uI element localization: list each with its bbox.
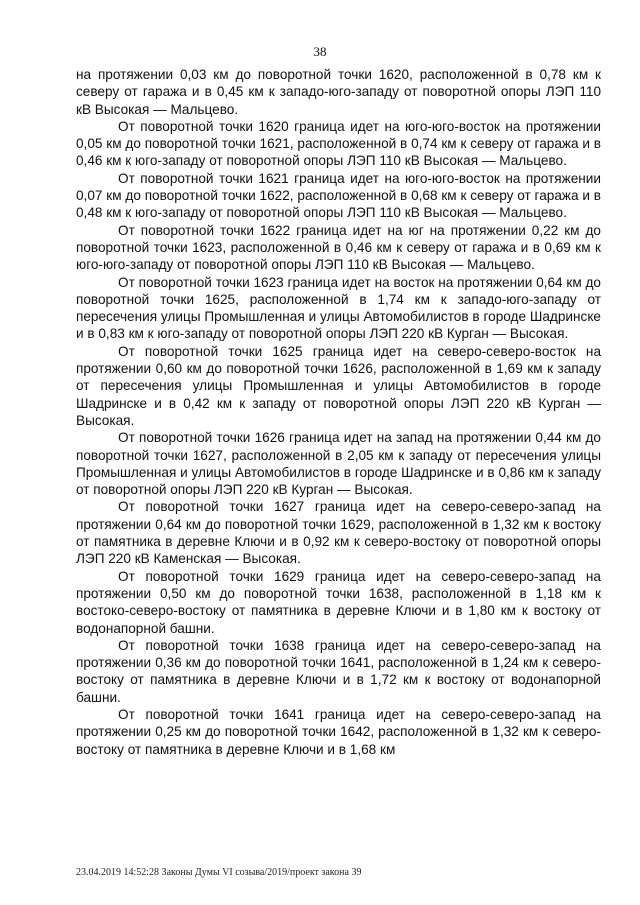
paragraph: От поворотной точки 1623 граница идет на восток на протяжении 0,64 км до поворотной точки 1625, расположенной в 1,74 км к западо-юго-западу от пересечения улицы Промышленная и улицы Автомобилистов в городе Шадринске и в 0,83 км к юго-западу от поворотной опоры ЛЭП 220 кВ Курган — Высокая. bbox=[76, 274, 601, 342]
document-body bbox=[76, 66, 601, 758]
document-footer: 23.04.2019 14:52:28 Законы Думы VI созыва/2019/проект закона 39 bbox=[76, 867, 362, 878]
paragraph: От поворотной точки 1629 граница идет на северо-северо-запад на протяжении 0,50 км до поворотной точки 1638, расположенной в 1,18 км к востоко-северо-востоку от памятника в деревне Ключи и в 1,80 км к востоку от водонапорной башни. bbox=[76, 568, 601, 636]
paragraph-continuation: на протяжении 0,03 км до поворотной точки 1620, расположенной в 0,78 км к северу от гаража и в 0,45 км к западо-юго-западу от поворотной опоры ЛЭП 110 кВ Высокая — Мальцево. bbox=[76, 67, 601, 117]
paragraph: От поворотной точки 1627 граница идет на северо-северо-запад на протяжении 0,64 км до поворотной точки 1629, расположенной в 1,32 км к востоку от памятника в деревне Ключи и в 0,92 км к северо-востоку от поворотной опоры ЛЭП 220 кВ Каменская — Высокая. bbox=[76, 499, 601, 567]
paragraph: От поворотной точки 1641 граница идет на северо-северо-запад на протяжении 0,25 км до поворотной точки 1642, расположенной в 1,32 км к северо-востоку от памятника в деревне Ключи и в 1,68 км bbox=[76, 706, 601, 757]
paragraph: От поворотной точки 1622 граница идет на юг на протяжении 0,22 км до поворотной точки 1623, расположенной в 0,46 км к северу от гаража и в 0,69 км к юго-юго-западу от поворотной опоры ЛЭП 110 кВ Высокая — Мальцево. bbox=[76, 222, 601, 273]
paragraph: От поворотной точки 1620 граница идет на юго-юго-восток на протяжении 0,05 км до поворотной точки 1621, расположенной в 0,74 км к северу от гаража и в 0,46 км к юго-западу от поворотной опоры ЛЭП 110 кВ Высокая — Мальцево. bbox=[76, 118, 601, 169]
paragraph: От поворотной точки 1626 граница идет на запад на протяжении 0,44 км до поворотной точки 1627, расположенной в 2,05 км к западу от пересечения улицы Промышленная и улицы Автомобилистов в городе Шадринске и в 0,86 км к западу от поворотной опоры ЛЭП 220 кВ Курган — Высокая. bbox=[76, 430, 601, 498]
page-number: 38 bbox=[313, 44, 327, 59]
paragraph: От поворотной точки 1625 граница идет на северо-северо-восток на протяжении 0,60 км до поворотной точки 1626, расположенной в 1,69 км к западу от пересечения улицы Промышленная и улицы Автомобилистов в городе Шадринске и в 0,42 км к западу от поворотной опоры ЛЭП 220 кВ Курган — Высокая. bbox=[76, 343, 601, 428]
paragraph: От поворотной точки 1621 граница идет на юго-юго-восток на протяжении 0,07 км до поворотной точки 1622, расположенной в 0,68 км к северу от гаража и в 0,48 км к юго-западу от поворотной опоры ЛЭП 110 кВ Высокая — Мальцево. bbox=[76, 170, 601, 221]
paragraph: От поворотной точки 1638 граница идет на северо-северо-запад на протяжении 0,36 км до поворотной точки 1641, расположенной в 1,24 км к северо-востоку от памятника в деревне Ключи и в 1,72 км к востоку от водонапорной башни. bbox=[76, 637, 601, 705]
